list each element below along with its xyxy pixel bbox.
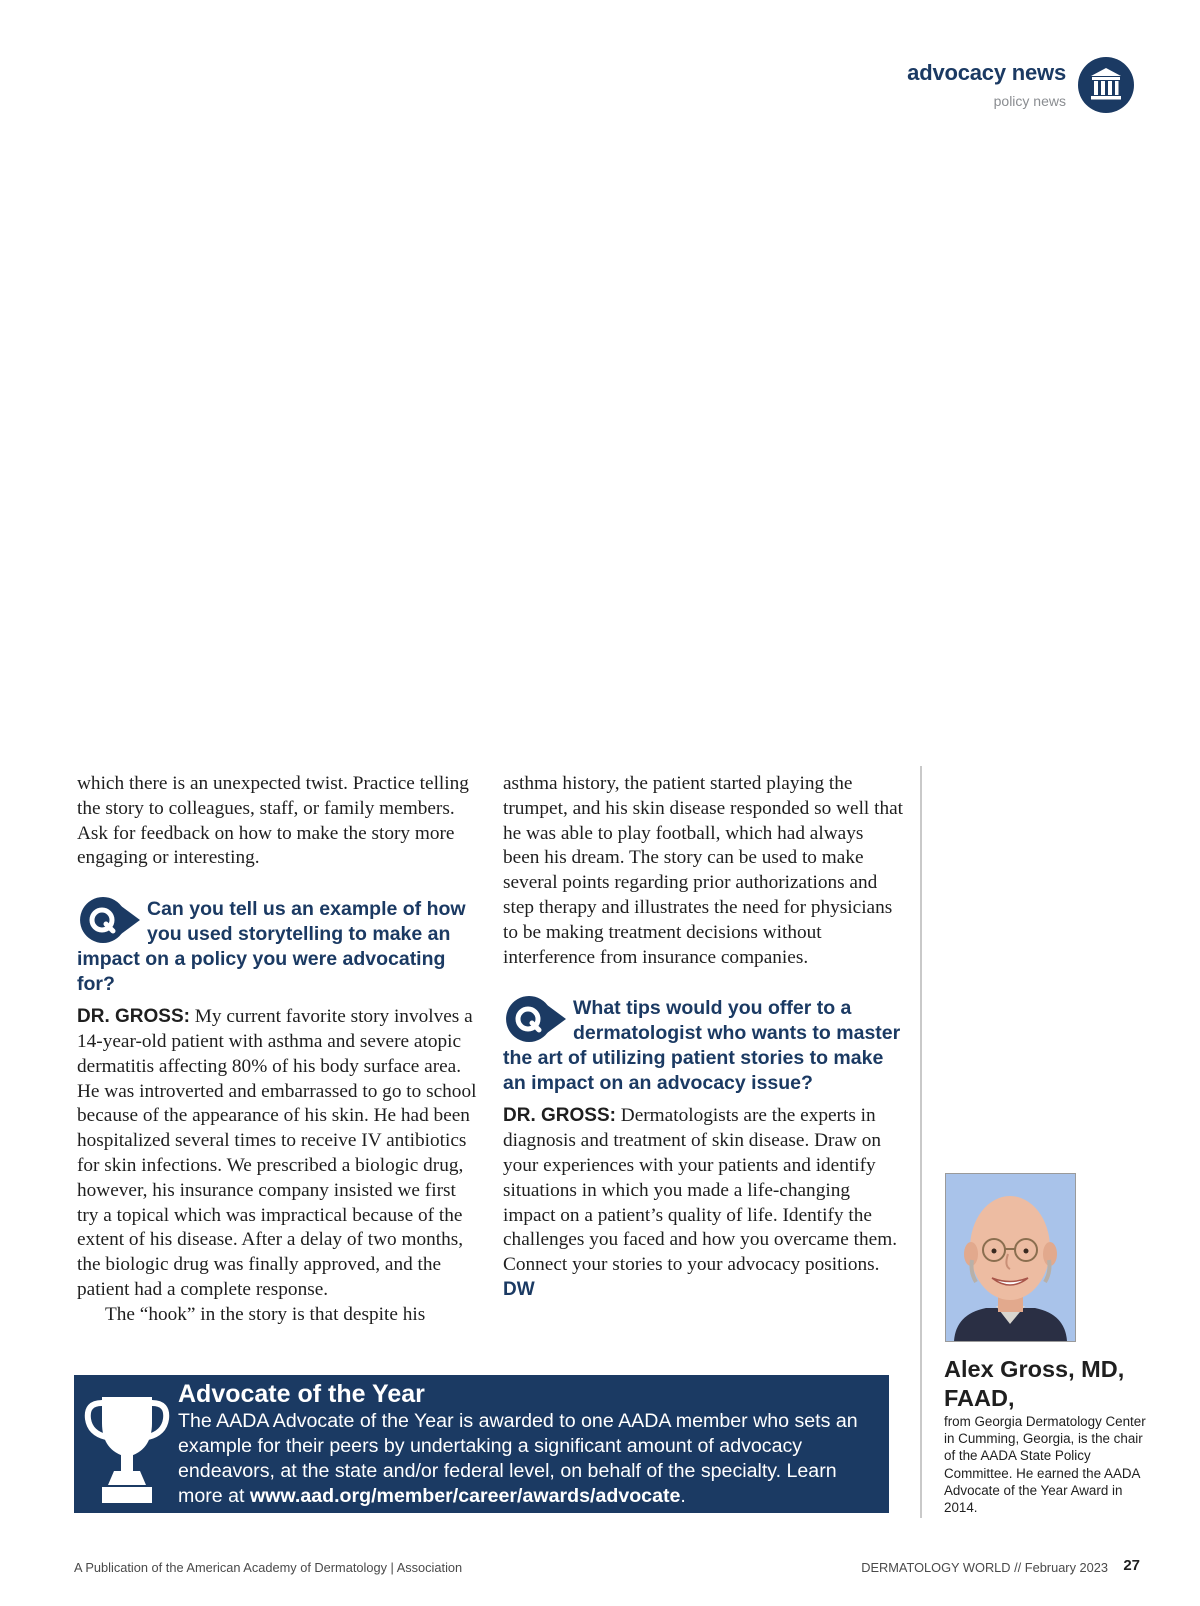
intro-paragraph: which there is an unexpected twist. Practice telling the story to colleagues, staff, or family members. Ask for feedback on how to make the story more engaging or interesting.	[77, 773, 469, 869]
hook-paragraph: The “hook” in the story is that despite his	[105, 1303, 426, 1325]
advocate-of-the-year-banner	[74, 1375, 889, 1513]
section-subtitle: policy news	[993, 93, 1066, 109]
answer-label: DR. GROSS:	[77, 1006, 190, 1028]
answer-paragraph	[503, 1104, 903, 1302]
answer-paragraph	[77, 1005, 482, 1303]
author-bio: from Georgia Dermatology Center in Cumming, Georgia, is the chair of the AADA State Policy Committee. He earned the AADA Advocate of the Year Award in 2014.	[944, 1414, 1146, 1516]
trophy-icon	[84, 1393, 170, 1505]
end-mark: DW	[503, 1278, 535, 1300]
footer-magazine-issue: DERMATOLOGY WORLD // February 2023	[861, 1560, 1108, 1575]
middle-column	[503, 772, 903, 1303]
question-block	[503, 996, 903, 1096]
left-column	[77, 772, 482, 1328]
banner-title: Advocate of the Year	[178, 1380, 425, 1408]
banner-text	[178, 1409, 883, 1509]
footer-publisher: A Publication of the American Academy of Dermatology | Association	[74, 1560, 463, 1575]
continuation-paragraph: asthma history, the patient started playing the trumpet, and his skin disease responded so well that he was able to play football, which had always been his dream. The story can be used to make several points regarding prior authorizations and step therapy and illustrates the need for physicians to be making treatment decisions without interference from insurance companies.	[503, 773, 904, 968]
column-divider	[920, 766, 922, 1518]
answer-text: My current favorite story involves a 14-year-old patient with asthma and severe atopic dermatitis affecting 80% of his body surface area. He was introverted and embarrassed to go to school because of the appearance of his skin. He had been hospitalized several times to receive IV antibiotics for skin infections. We prescribed a biologic drug, however, his insurance company insisted we first try a topical which was impractical because of the extent of his disease. After a delay of two months, the biologic drug was finally approved, and the patient had a complete response.	[77, 1006, 477, 1300]
portrait-illustration	[946, 1174, 1075, 1341]
question-q-icon	[77, 895, 141, 945]
page-number: 27	[1123, 1557, 1140, 1574]
answer-text: Dermatologists are the experts in diagnosis and treatment of skin disease. Draw on your experiences with your patients and identify situations in which you made a life-changing impact on a patient’s quality of life. Identify the challenges you faced and how you overcame them. Connect your stories to your advocacy positions.	[503, 1105, 898, 1276]
question-text: Can you tell us an example of how you used storytelling to make an impact on a policy you were advocating for?	[77, 898, 466, 996]
question-text: What tips would you offer to a dermatologist who wants to master the art of utilizing patient stories to make an impact on an advocacy issue?	[503, 997, 901, 1095]
banner-body: The AADA Advocate of the Year is awarded to one AADA member who sets an example for their peers by undertaking a significant amount of advocacy endeavors, at the state and/or federal level, on behalf of the specialty. Learn more at	[178, 1410, 858, 1507]
question-block	[77, 897, 482, 997]
banner-link-suffix: .	[680, 1485, 686, 1507]
author-name: Alex Gross, MD, FAAD,	[944, 1356, 1125, 1411]
answer-label: DR. GROSS:	[503, 1105, 616, 1127]
capitol-building-icon	[1078, 57, 1134, 113]
author-photo	[945, 1173, 1076, 1342]
section-title: advocacy news	[907, 60, 1066, 85]
question-q-icon	[503, 994, 567, 1044]
banner-link[interactable]: www.aad.org/member/career/awards/advocate	[249, 1485, 681, 1507]
